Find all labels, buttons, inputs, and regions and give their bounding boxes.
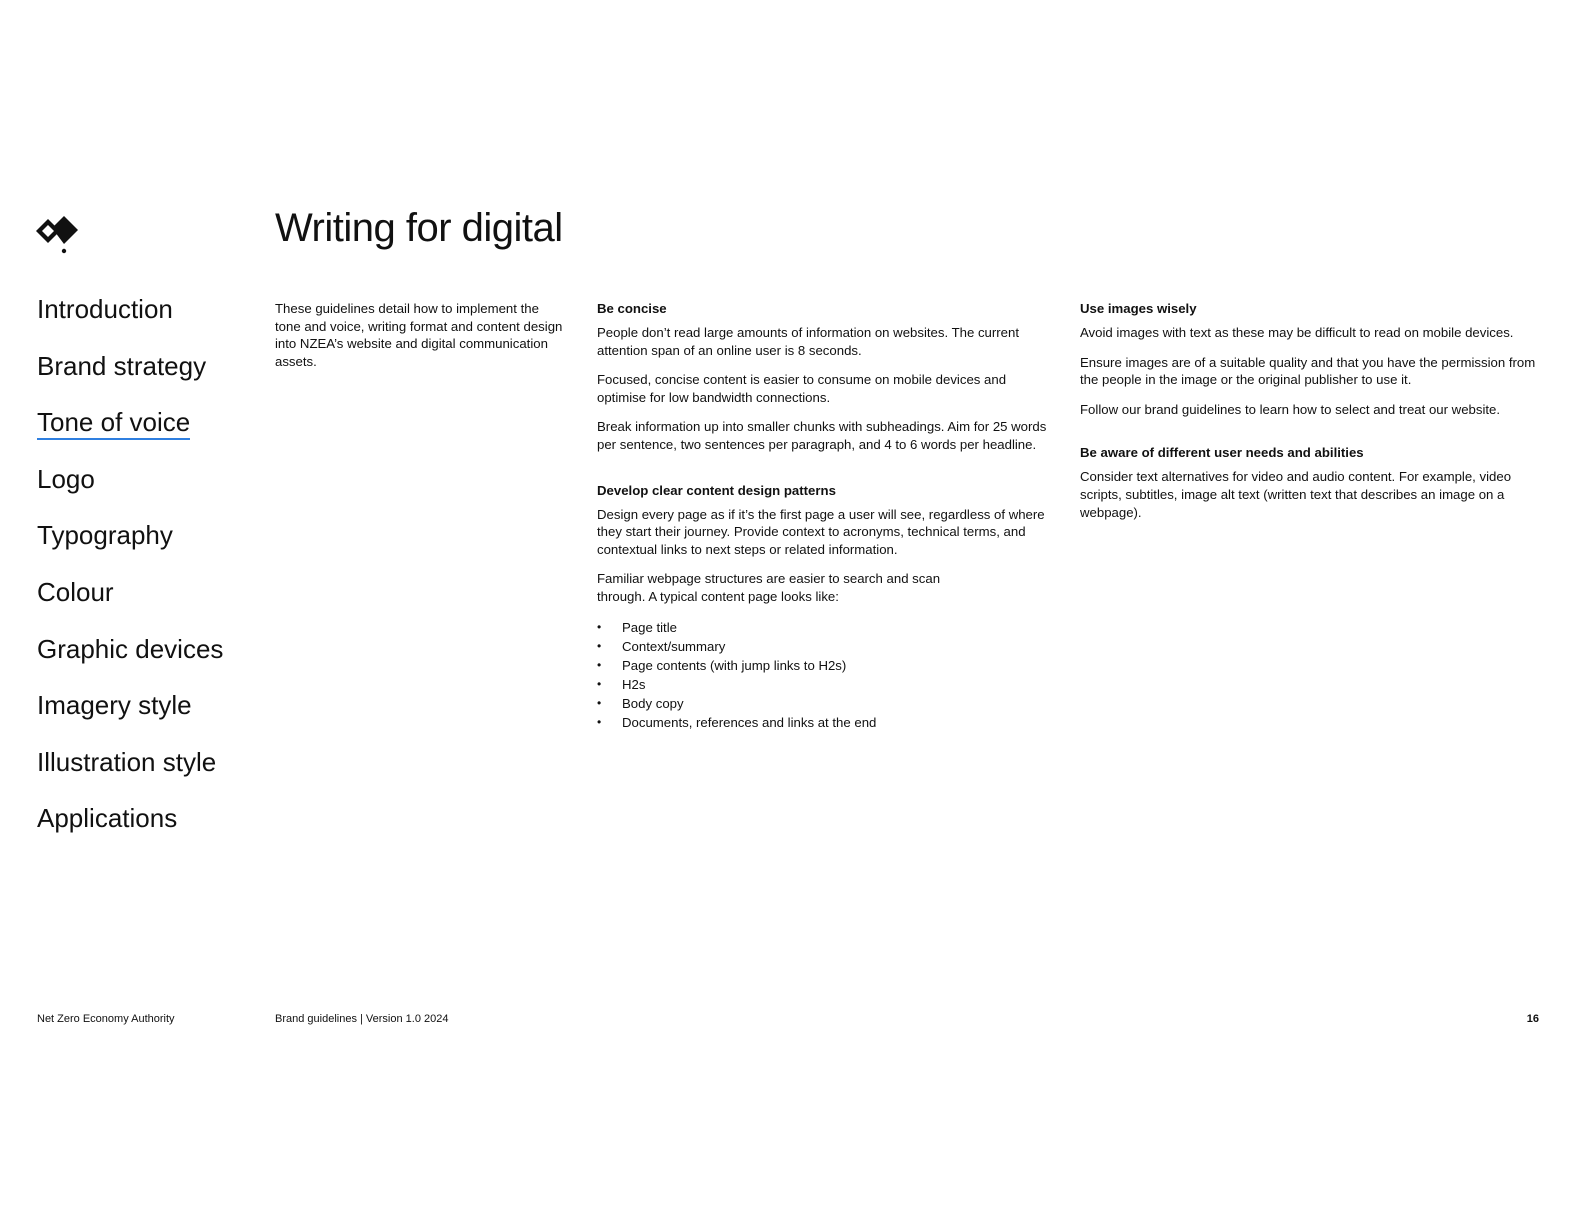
- content-page-structure-list: [597, 618, 1057, 732]
- intro-column: [275, 300, 565, 382]
- sidebar-item-label: Applications: [37, 803, 178, 834]
- list-item: • Context/summary: [597, 637, 1057, 656]
- be-concise-paragraph-3: Break information up into smaller chunks with subheadings. Aim for 25 words per sentence, two sentences per paragraph, and 4 to 6 words per headline.: [597, 419, 1047, 452]
- sidebar-item-illustration-style[interactable]: [37, 745, 257, 802]
- content-patterns-paragraph-1: Design every page as if it’s the first page a user will see, regardless of where they start their journey. Provide context to acronyms, technical terms, and contextual links to next steps or related information.: [597, 506, 1045, 557]
- sidebar-nav: [37, 292, 257, 858]
- sidebar-item-label: Tone of voice: [37, 407, 190, 440]
- use-images-wisely-heading: Use images wisely: [1080, 301, 1197, 316]
- sidebar-item-label: Illustration style: [37, 746, 217, 777]
- sidebar-item-logo[interactable]: [37, 462, 257, 519]
- sidebar-item-applications[interactable]: [37, 801, 257, 858]
- list-item: • Page title: [597, 618, 1057, 637]
- list-item: • Body copy: [597, 694, 1057, 713]
- list-item: • H2s: [597, 675, 1057, 694]
- page-title: Writing for digital: [275, 206, 563, 250]
- sidebar-item-colour[interactable]: [37, 575, 257, 632]
- page-number: 16: [1526, 1013, 1539, 1025]
- sidebar-item-label: Brand strategy: [37, 350, 207, 381]
- user-needs-paragraph: Consider text alternatives for video and audio content. For example, video scripts, subtitles, image alt text (written text that describes an image on a webpage).: [1080, 469, 1512, 520]
- sidebar-item-tone-of-voice[interactable]: [37, 405, 257, 462]
- list-item: • Documents, references and links at the end: [597, 713, 1057, 732]
- user-needs-heading: Be aware of different user needs and abilities: [1080, 445, 1364, 461]
- sidebar-item-introduction[interactable]: [37, 292, 257, 349]
- use-images-paragraph-3: Follow our brand guidelines to learn how to select and treat our website.: [1080, 401, 1501, 417]
- sidebar-item-label: Imagery style: [37, 690, 192, 721]
- footer-organisation: Net Zero Economy Authority: [37, 1013, 175, 1025]
- sidebar-item-label: Typography: [37, 520, 173, 551]
- sidebar-item-brand-strategy[interactable]: [37, 349, 257, 406]
- nzea-diamond-logo-icon: [36, 215, 80, 255]
- content-column-middle: [597, 300, 1057, 732]
- sidebar-item-label: Logo: [37, 463, 95, 494]
- sidebar-item-label: Graphic devices: [37, 633, 224, 664]
- use-images-paragraph-2: Ensure images are of a suitable quality and that you have the permission from the people in the image or the original publisher to use it.: [1080, 354, 1536, 388]
- sidebar-item-graphic-devices[interactable]: [37, 632, 257, 689]
- sidebar-item-label: Introduction: [37, 294, 173, 324]
- use-images-paragraph-1: Avoid images with text as these may be difficult to read on mobile devices.: [1080, 325, 1514, 340]
- content-patterns-heading: Develop clear content design patterns: [597, 482, 836, 498]
- sidebar-item-label: Colour: [37, 576, 114, 607]
- sidebar-item-imagery-style[interactable]: [37, 688, 257, 745]
- content-patterns-paragraph-2: Familiar webpage structures are easier to search and scan through. A typical content page looks like:: [597, 571, 941, 604]
- be-concise-paragraph-2: Focused, concise content is easier to consume on mobile devices and optimise for low bandwidth connections.: [597, 372, 1007, 405]
- list-item: • Page contents (with jump links to H2s): [597, 656, 1057, 675]
- intro-paragraph: These guidelines detail how to implement the tone and voice, writing format and content design into NZEA’s website and digital communication assets.: [275, 301, 563, 369]
- be-concise-paragraph-1: People don’t read large amounts of information on websites. The current attention span of an online user is 8 seconds.: [597, 325, 1019, 358]
- content-column-right: [1080, 300, 1550, 533]
- sidebar-item-typography[interactable]: [37, 518, 257, 575]
- be-concise-heading: Be concise: [597, 301, 667, 316]
- footer-document-version: Brand guidelines | Version 1.0 2024: [275, 1013, 449, 1025]
